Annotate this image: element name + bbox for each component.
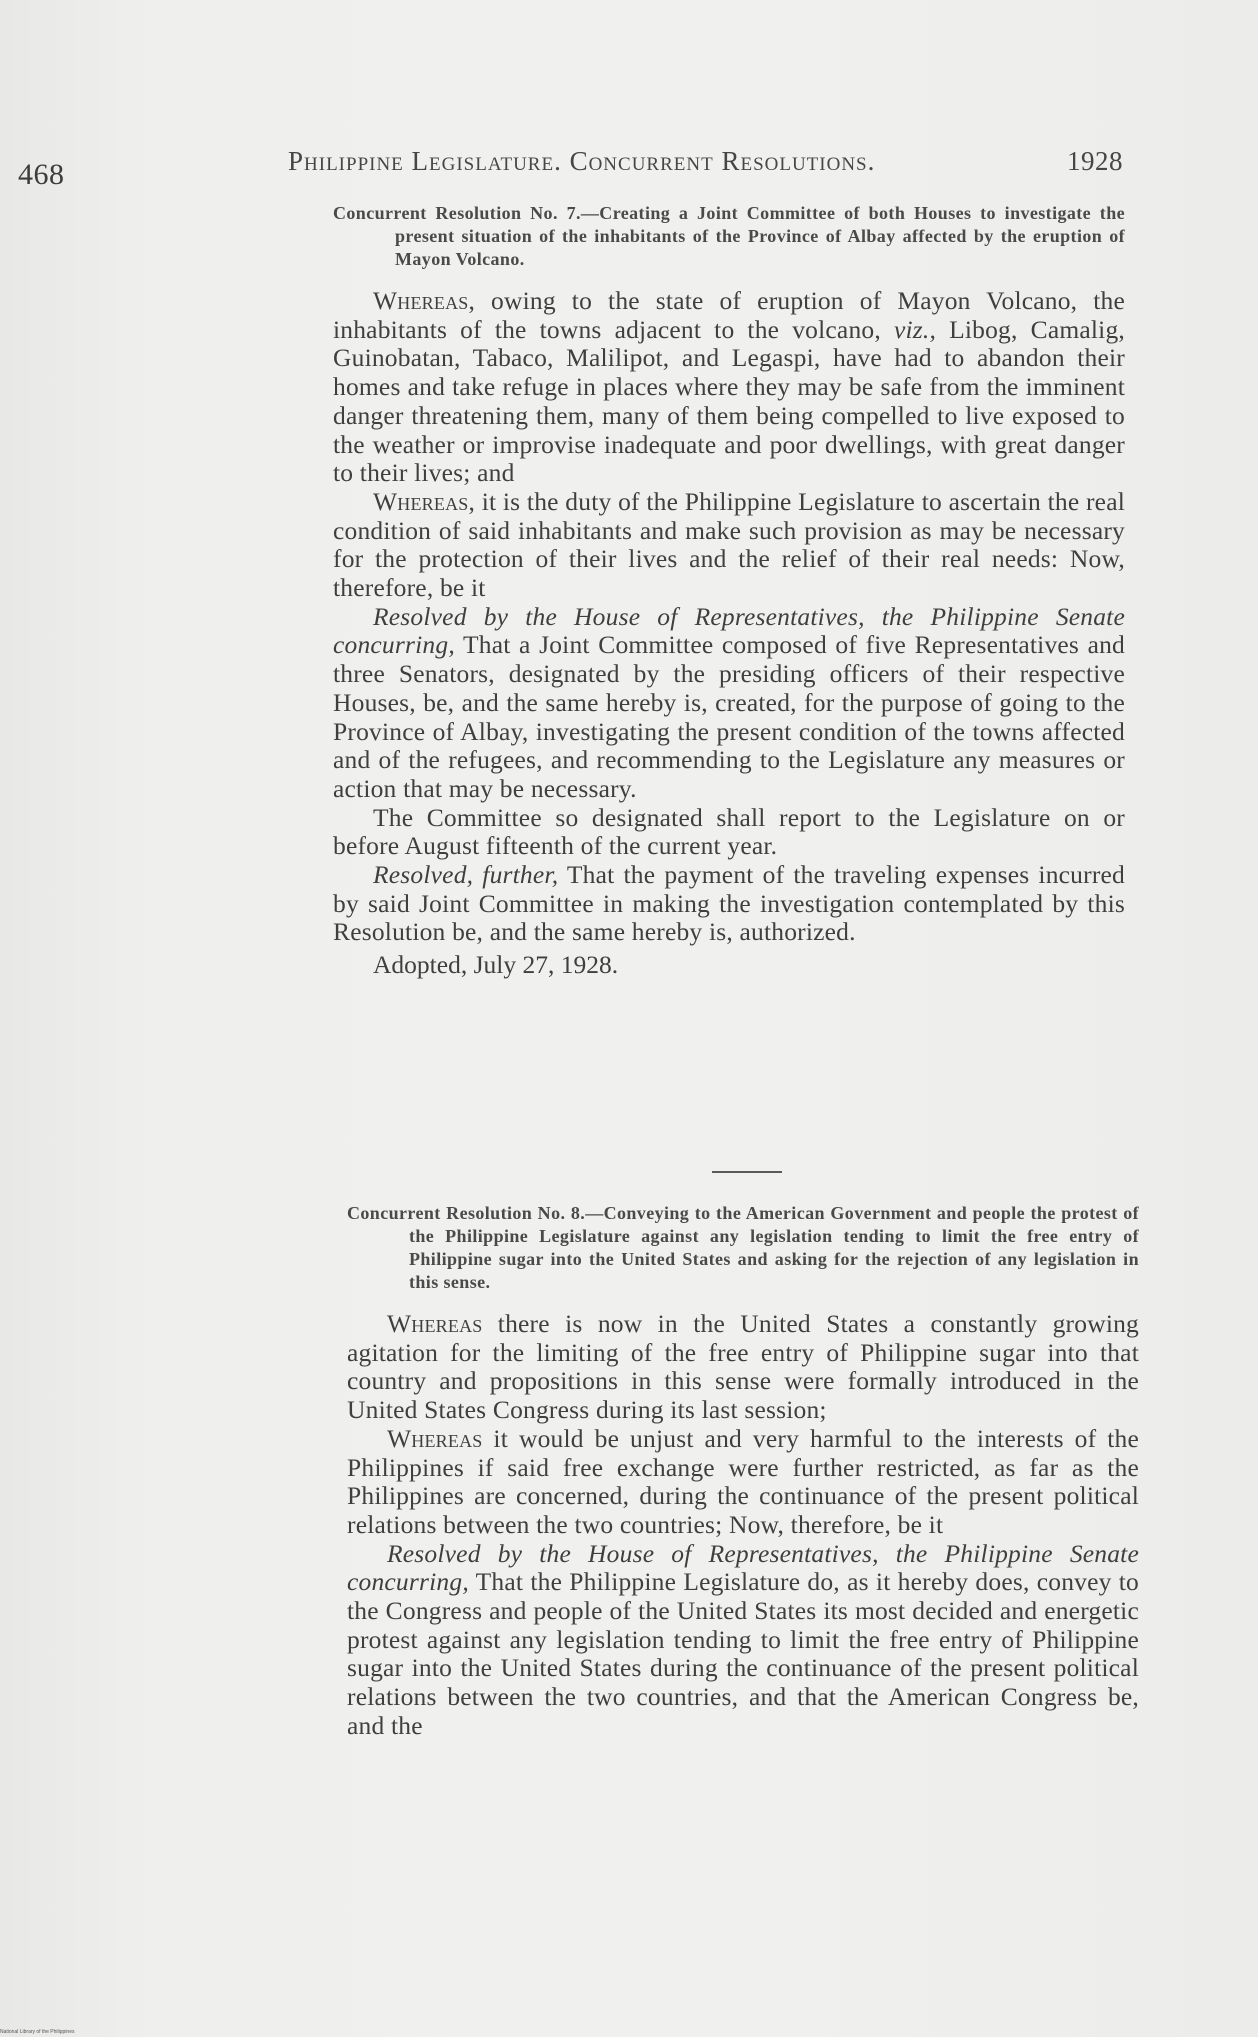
resolution-8-whereas-2: [347, 1425, 1139, 1540]
resolved-lead: Resolved by the House of Representatives, the Philippine Senate concurring,: [347, 1538, 1139, 1597]
whereas-lead: Whereas,: [373, 486, 476, 516]
page-number: 468: [18, 158, 65, 191]
section-divider: [712, 1171, 782, 1173]
resolution-8: [347, 1202, 1139, 1741]
whereas-lead: Whereas: [387, 1309, 483, 1338]
paragraph-text: there is now in the United States a constantly growing agitation for the limiting of the free entry of Philippine sugar into that country and propositions in this sense were formally introduced in the United States Congress during its last session;: [347, 1309, 1139, 1425]
adopted-date: Adopted, July 27, 1928.: [373, 950, 619, 980]
whereas-lead: Whereas: [387, 1423, 483, 1453]
resolution-7-resolved-further: [333, 861, 1125, 947]
resolution-7-caption: Concurrent Resolution No. 7.—Creating a Joint Committee of both Houses to investigate the present situation of the inhabitants of the Province of Albay affected by the eruption of Mayon Volcano.: [333, 203, 1125, 269]
running-head-year: 1928: [1067, 146, 1123, 176]
resolution-7: [333, 202, 1125, 980]
viz-abbreviation: viz.,: [893, 314, 937, 344]
paragraph-text: That a Joint Committee composed of five Representatives and three Senators, designated by the presiding officers of their respective Houses, be, and the same hereby is, created, for the purpose of going to the Province of Albay, investigating the present condition of the towns affected and of the refugees, and recommending to the Legislature any measures or action that may be necessary.: [333, 630, 1125, 803]
running-head: [288, 146, 1123, 177]
running-title: Philippine Legislature. Concurrent Resolutions.: [288, 146, 876, 176]
resolution-8-resolved: [347, 1540, 1139, 1741]
paragraph-text: it would be unjust and very harmful to the interests of the Philippines if said free exchange were further restricted, as far as the Philippines are concerned, during the continuance of the present political relations between the two countries; Now, therefore, be it: [347, 1423, 1139, 1539]
paragraph-text: it is the duty of the Philippine Legislature to ascertain the real condition of said inhabitants and make such provision as may be necessary for the protection of their lives and the relief of their real needs: Now, therefore, be it: [333, 486, 1125, 603]
paragraph-text: That the payment of the traveling expenses incurred by said Joint Committee in making the investigation contemplated by this Resolution be, and the same hereby is, authorized.: [333, 860, 1125, 947]
resolved-lead: Resolved by the House of Representatives, the Philippine Senate concurring,: [333, 601, 1125, 660]
resolved-further-lead: Resolved, further,: [373, 860, 559, 890]
resolution-7-committee-report: The Committee so designated shall report to the Legislature on or before August fifteenth of the current year.: [333, 802, 1125, 861]
paragraph-text: That the Philippine Legislature do, as it hereby does, convey to the Congress and people of the United States its most decided and energetic protest against any legislation tending to limit the free entry of Philippine sugar into the United States during the continuance of the present political relations between the two countries, and that the American Congress be, and the: [347, 1567, 1139, 1740]
paragraph-text: Libog, Camalig, Guinobatan, Tabaco, Malilipot, and Legaspi, have had to abandon their homes and take refuge in places where they may be safe from the imminent danger threatening them, many of them being compelled to live exposed to the weather or improvise inadequate and poor dwellings, with great danger to their lives; and: [333, 314, 1125, 488]
resolution-7-whereas-2: [333, 488, 1125, 603]
resolution-7-whereas-1: [333, 287, 1125, 488]
scan-footer: National Library of the Philippines: [0, 2029, 75, 2035]
whereas-lead: Whereas,: [373, 286, 476, 315]
resolution-7-resolved: [333, 603, 1125, 804]
paragraph-text: owing to the state of eruption of Mayon Volcano, the inhabitants of the towns adjacent to the volcano,: [333, 286, 1125, 344]
resolution-8-caption: Concurrent Resolution No. 8.—Conveying to the American Government and people the protest of the Philippine Legislature against any legislation tending to limit the free entry of Philippine sugar into the United States and asking for the rejection of any legislation in this sense.: [347, 1203, 1139, 1292]
resolution-8-whereas-1: [347, 1310, 1139, 1425]
